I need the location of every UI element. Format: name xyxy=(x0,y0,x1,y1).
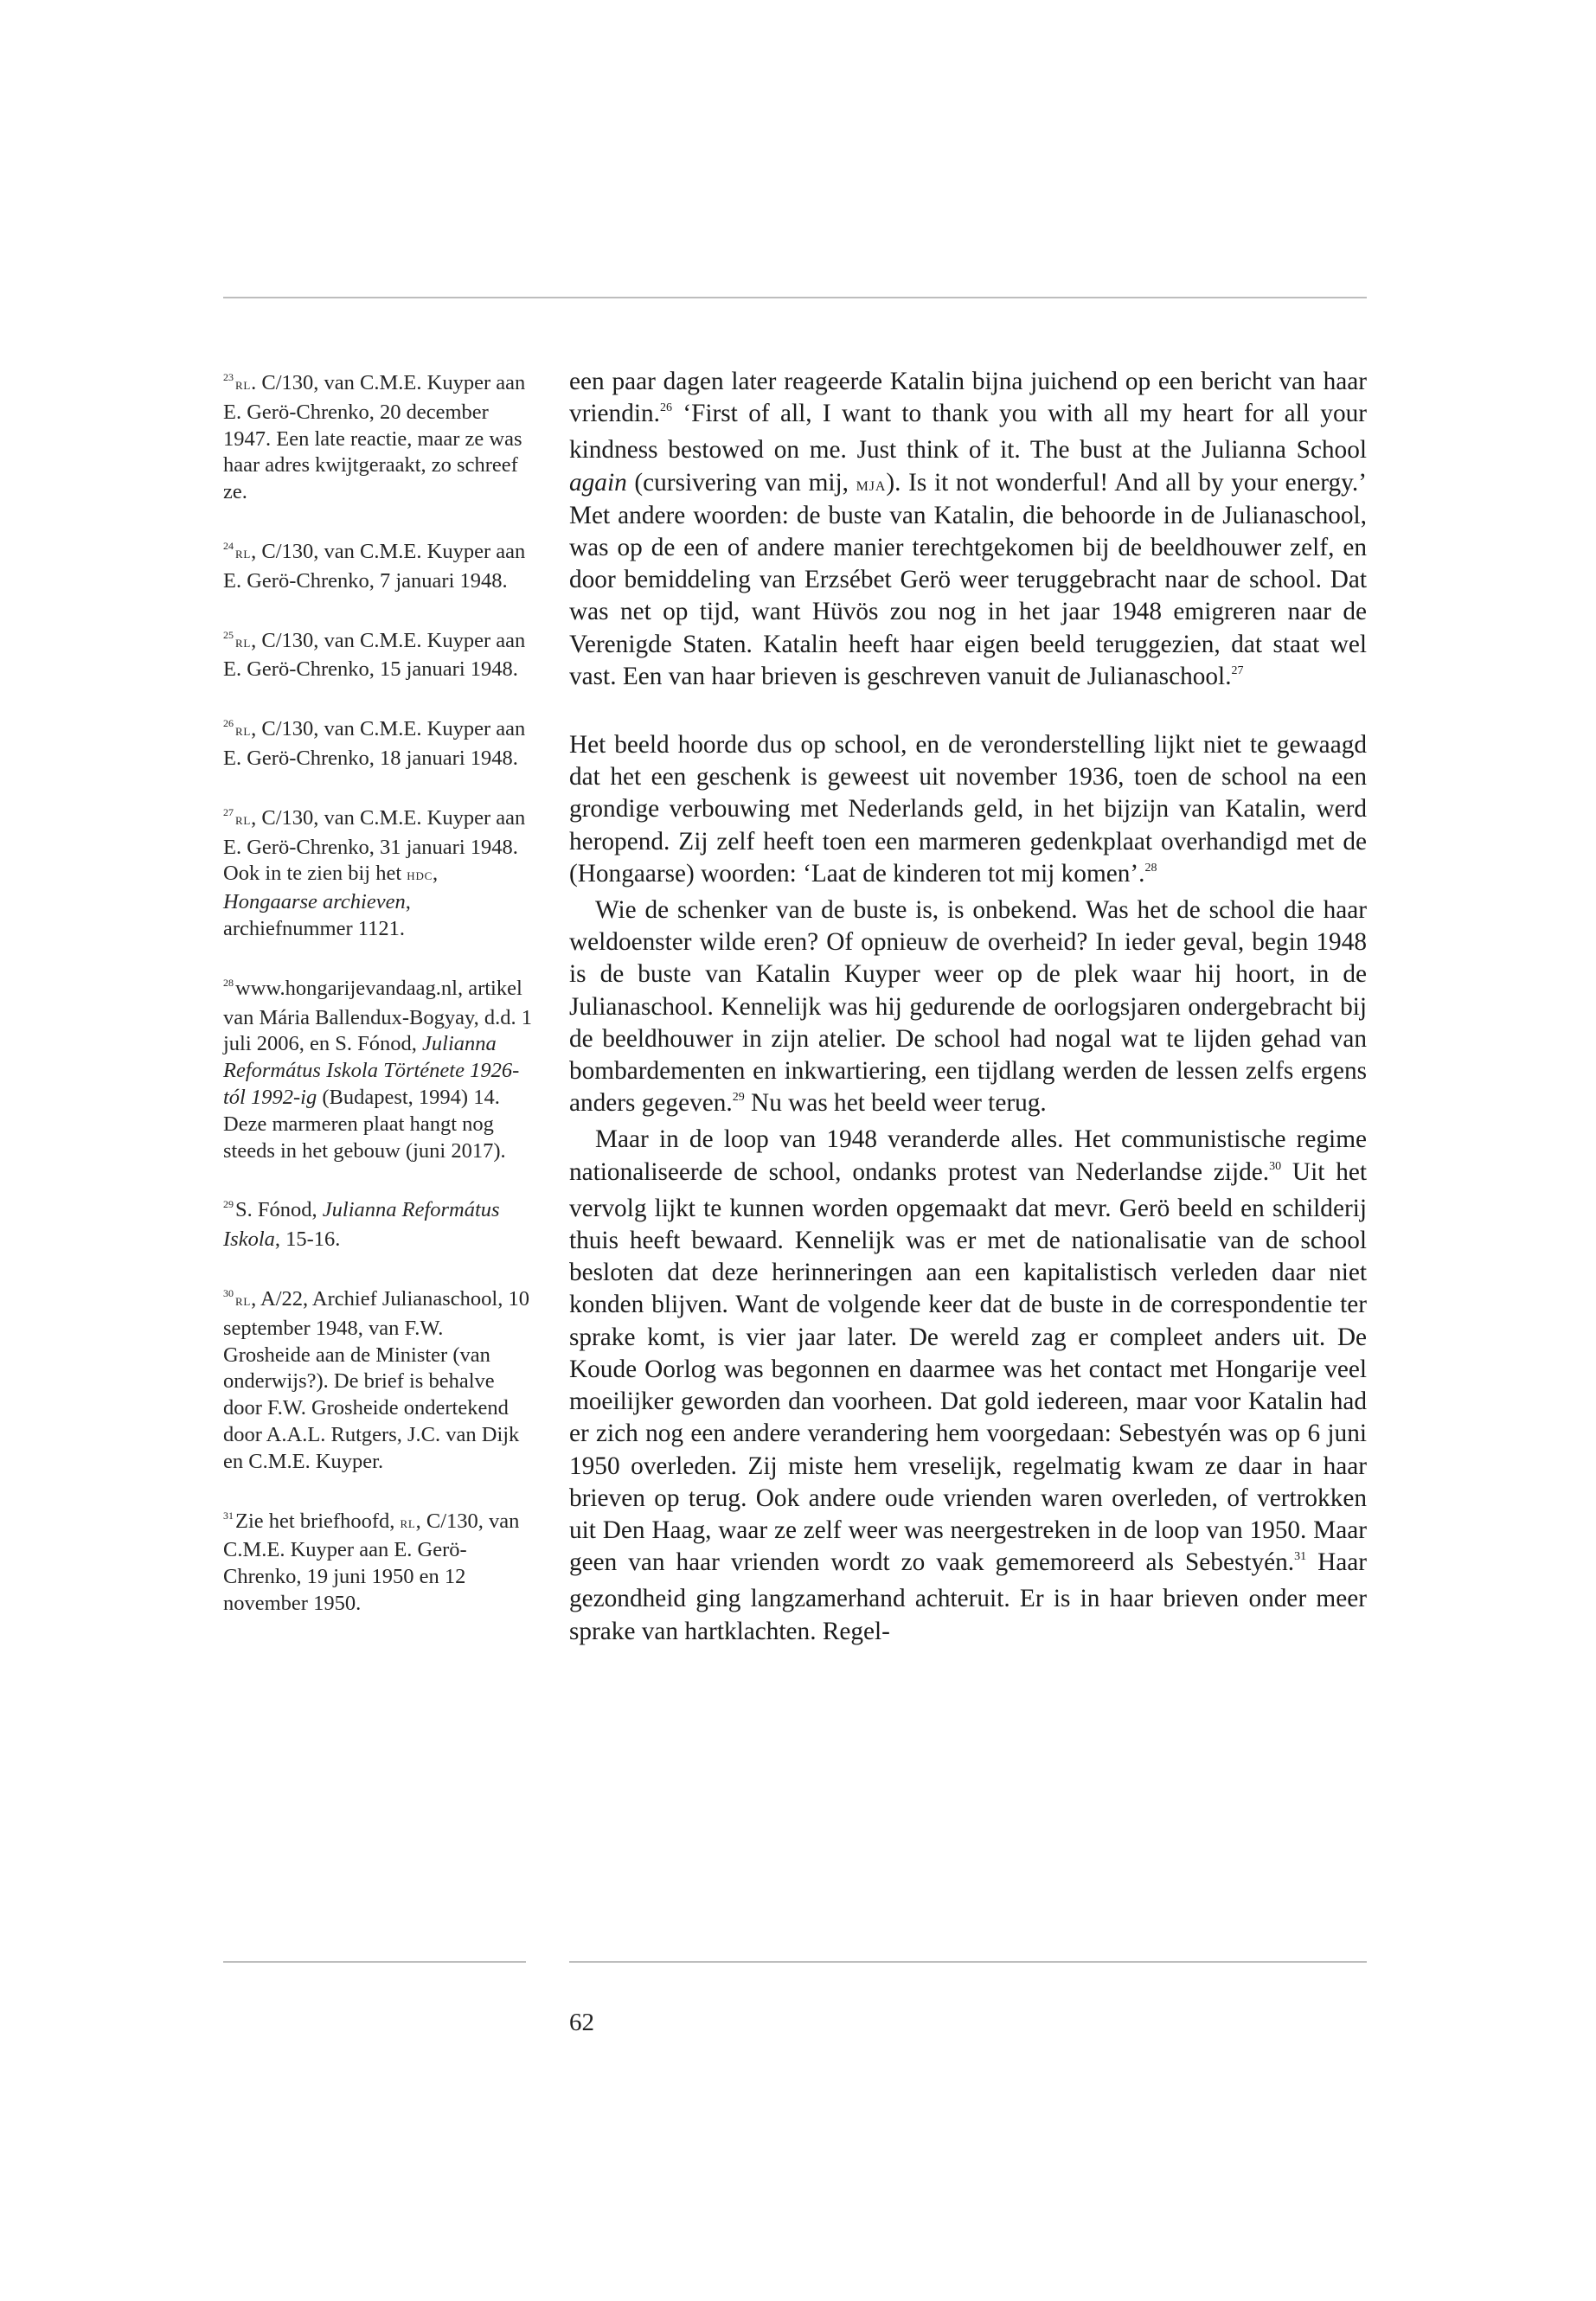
footnote-number: 24 xyxy=(223,539,234,552)
footnote-text: S. Fónod, xyxy=(235,1198,323,1222)
footnote-23 xyxy=(223,370,535,506)
footnote-number: 25 xyxy=(223,628,234,641)
footnote-text: , xyxy=(433,862,439,886)
footnote-number: 26 xyxy=(223,717,234,730)
archive-abbrev: hdc xyxy=(407,866,433,885)
footnote-24 xyxy=(223,539,535,595)
archive-abbrev: rl xyxy=(235,632,252,651)
footnote-text: www.hongarijevandaag.nl, artikel van Mária Ballendux-Bogyay, d.d. 1 juli 2006, en S. Fónod, xyxy=(223,976,532,1056)
body-bottom-rule xyxy=(569,1961,1367,1963)
header-rule xyxy=(223,297,1367,298)
footnote-number: 27 xyxy=(223,805,234,818)
footnote-26 xyxy=(223,716,535,772)
footnote-number: 30 xyxy=(223,1286,234,1299)
author-initials: mja xyxy=(856,472,887,495)
footnote-ref: 27 xyxy=(1231,663,1244,677)
paragraph-4: Maar in de loop van 1948 veranderde alles. Het communistische regime nationaliseerde de school, ondanks protest van Nederlandse zijde.$^{30}$ Uit het vervolg lijkt te kunnen worden opgemaakt dat mevr. Gerö beeld en schilderij thuis heeft bewaard. Kennelijk was er met de nationalisatie van de school besloten dat deze herinneringen aan een kapitalistisch verleden daar niet konden blijven. Want de volgende keer dat de buste in de correspondentie ter sprake komt, is vier jaar later. De wereld zag er compleet anders uit. De Koude Oorlog was begonnen en daarmee was het contact met Hongarije veel moeilijker geworden dan voorheen. Dat gold iedereen, maar voor Katalin had er zich nog een andere verandering hem voorgedaan: Sebestyén was op 6 juni 1950 overleden. Zij miste hem vreselijk, regelmatig kwam ze daar in haar brieven op terug. Ook andere oude vrienden waren overleden, of vertrokken uit Den Haag, waar ze zelf weer was neergestreken in de loop van 1950. Maar geen van haar vrienden wordt zo vaak gememoreerd als Sebestyén.$^{31}$ Haar gezondheid ging langzamerhand achteruit. Er is in haar brieven onder meer sprake van hartklachten. Regel- xyxy=(569,1125,1367,1645)
footnote-28 xyxy=(223,976,535,1165)
footnote-31 xyxy=(223,1509,535,1618)
footnotes-column xyxy=(223,370,535,1650)
footnote-ref: 29 xyxy=(732,1091,745,1105)
footnote-number: 23 xyxy=(223,371,234,383)
archive-abbrev: rl xyxy=(400,1513,416,1532)
footnote-number: 29 xyxy=(223,1198,234,1211)
footnote-ref: 26 xyxy=(659,401,672,415)
footnote-27 xyxy=(223,805,535,943)
footnote-text: , A/22, Archief Julianaschool, 10 september 1948, van F.W. Grosheide aan de Minister (van onderwijs?). De brief is behalve door F.W. Grosheide ondertekend door A.A.L. Rutgers, J.C. van Dijk en C.M.E. Kuyper. xyxy=(223,1286,529,1473)
archive-abbrev: rl xyxy=(235,543,252,562)
paragraph-1: een paar dagen later reageerde Katalin bijna juichend op een bericht van haar vriendin.$^{26}$ ‘First of all, I want to thank you with all my heart for all your kindness bestowed on me. Just think of it. The bust at the Julianna School again (cursivering van mij, mja). Is it not wonderful! And all by your energy.’ Met andere woorden: de buste van Katalin, die behoorde in de Julianaschool, was op de een of andere manier terechtgekomen bij de beeldhouwer zelf, en door bemiddeling van Erzsébet Gerö weer teruggebracht naar de school. Dat was net op tijd, want Hüvös zou nog in het jaar 1948 emigreren naar de Verenigde Staten. Katalin heeft haar eigen beeld teruggezien, dat staat wel vast. Een van haar brieven is geschreven vanuit de Julianaschool.$^{27}$ xyxy=(569,368,1367,690)
page-number: 62 xyxy=(569,2009,594,2036)
footnotes-bottom-rule xyxy=(223,1961,526,1963)
footnote-30 xyxy=(223,1286,535,1476)
archive-abbrev: rl xyxy=(235,721,252,740)
footnote-text: . C/130, van C.M.E. Kuyper aan E. Gerö-Chrenko, 20 december 1947. Een late reactie, maar ze was haar adres kwijtgeraakt, zo schreef ze. xyxy=(223,371,526,504)
footnote-text: , 15-16. xyxy=(274,1227,341,1252)
footnote-title: Hongaarse archieven xyxy=(223,890,406,914)
footnote-text: , C/130, van C.M.E. Kuyper aan E. Gerö-Chrenko, 7 januari 1948. xyxy=(223,539,526,593)
footnote-25 xyxy=(223,628,535,684)
archive-abbrev: rl xyxy=(235,375,252,394)
footnote-ref: 30 xyxy=(1269,1159,1282,1173)
footnote-number: 28 xyxy=(223,976,234,989)
archive-abbrev: rl xyxy=(235,1291,252,1310)
footnote-number: 31 xyxy=(223,1509,234,1522)
footnote-ref: 31 xyxy=(1294,1550,1307,1564)
footnote-text: , archiefnummer 1121. xyxy=(223,890,411,940)
footnote-text: (Budapest, 1994) 14. Deze marmeren plaat hangt nog steeds in het gebouw (juni 2017). xyxy=(223,1085,506,1163)
footnote-text: , C/130, van C.M.E. Kuyper aan E. Gerö-Chrenko, 19 juni 1950 en 12 november 1950. xyxy=(223,1509,520,1615)
footnote-29 xyxy=(223,1197,535,1253)
footnote-ref: 28 xyxy=(1144,861,1157,875)
footnote-title: Julianna Református Iskola Története 1926-tól 1992-ig xyxy=(223,1032,520,1109)
paragraph-2: Het beeld hoorde dus op school, en de veronderstelling lijkt niet te gewaagd dat het een geschenk is geweest uit november 1936, toen de school na een grondige verbouwing met Nederlands geld, in het bijzijn van Katalin, werd heropend. Zij zelf heeft toen een marmeren gedenkplaat overhandigd met de (Hongaarse) woorden: ‘Laat de kinderen tot mij komen’.$^{28}$ xyxy=(569,731,1367,888)
body-text xyxy=(569,366,1367,1648)
footnote-text: , C/130, van C.M.E. Kuyper aan E. Gerö-Chrenko, 31 januari 1948. Ook in te zien bij het xyxy=(223,805,526,886)
footnote-text: , C/130, van C.M.E. Kuyper aan E. Gerö-Chrenko, 15 januari 1948. xyxy=(223,628,526,682)
footnote-text: , C/130, van C.M.E. Kuyper aan E. Gerö-Chrenko, 18 januari 1948. xyxy=(223,717,526,770)
paragraph-3: Wie de schenker van de buste is, is onbekend. Was het de school die haar weldoenster wilde eren? Of opnieuw de overheid? In ieder geval, begin 1948 is de buste van Katalin Kuyper weer op de plek waar hij hoort, in de Julianaschool. Kennelijk was hij gedurende de oorlogsjaren ondergebracht bij de beeldhouwer in zijn atelier. De school had nogal wat te lijden gehad van bombardementen en inkwartiering, een tijdlang werden de lessen zelfs ergens anders gegeven.$^{29}$ Nu was het beeld weer terug. xyxy=(569,896,1367,1118)
footnote-text: Zie het briefhoofd, xyxy=(235,1509,401,1533)
footnote-title: Julianna Református Iskola xyxy=(223,1198,500,1252)
archive-abbrev: rl xyxy=(235,810,252,829)
